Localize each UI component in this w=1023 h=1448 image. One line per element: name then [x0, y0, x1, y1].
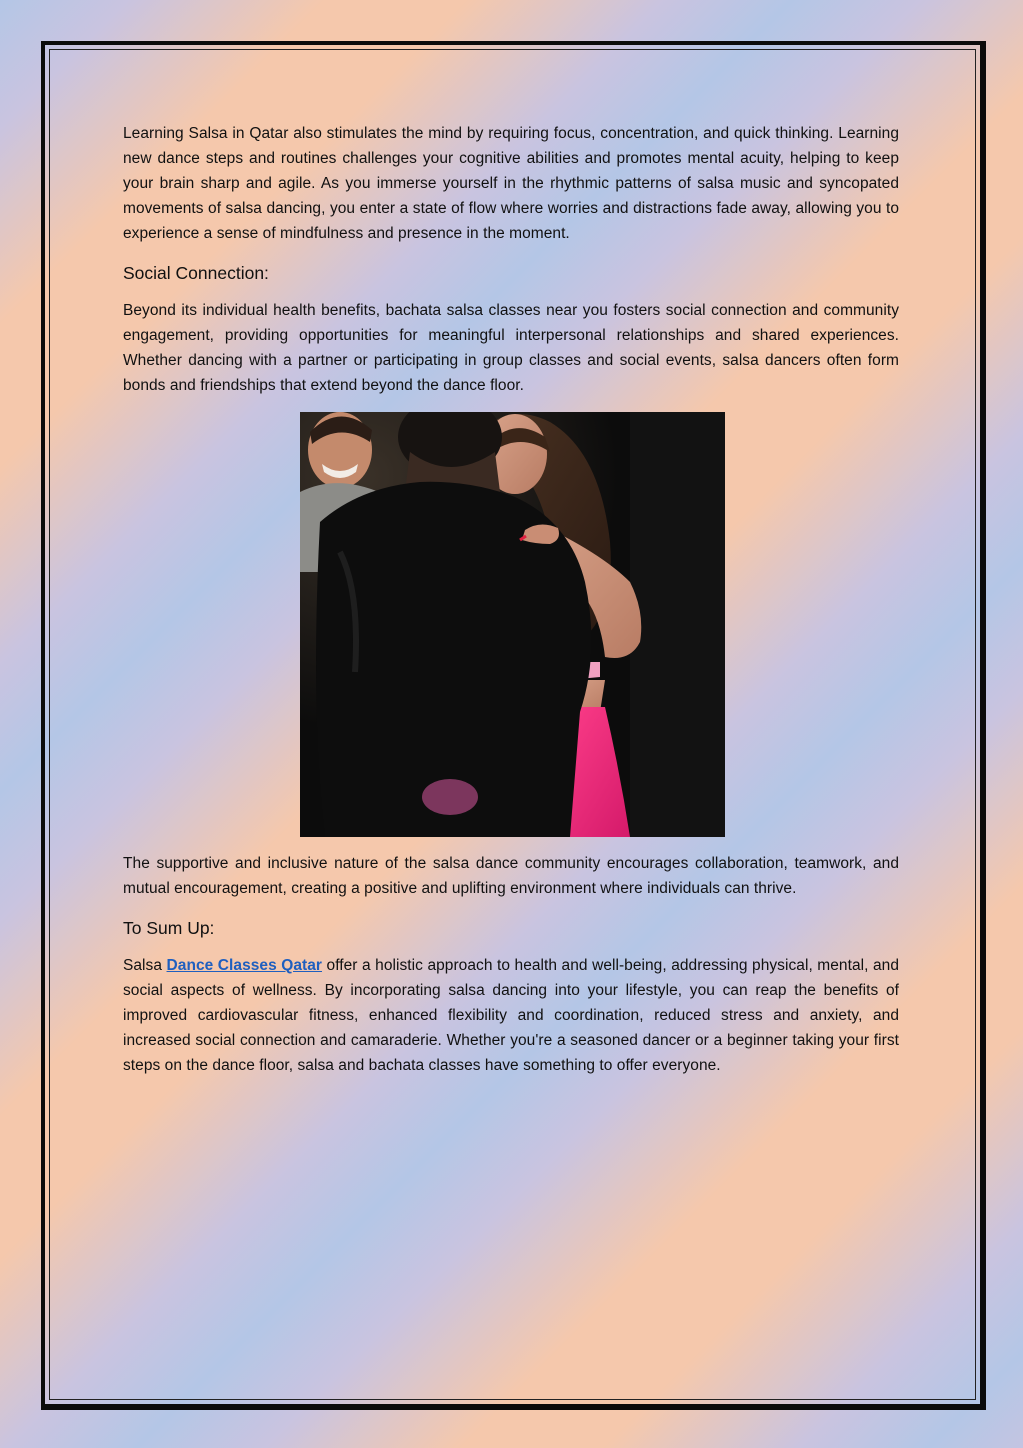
dance-classes-qatar-link[interactable]: Dance Classes Qatar: [166, 957, 323, 974]
paragraph-mind: Learning Salsa in Qatar also stimulates the mind by requiring focus, concentration, and quick thinking. Learning new dance steps and routines challenges your cognitive abilities and promotes mental acuity, helping to keep your brain sharp and agile. As you immerse yourself in the rhythmic patterns of salsa music and syncopated movements of salsa dancing, you enter a state of flow where worries and distractions fade away, allowing you to experience a sense of mindfulness and presence in the moment.: [123, 125, 899, 242]
paragraph-summary: [123, 953, 899, 1078]
summary-rest-text: offer a holistic approach to health and well-being, addressing physical, mental, and social aspects of wellness. By incorporating salsa dancing into your lifestyle, you can reap the benefits of improved cardiovascular fitness, enhanced flexibility and coordination, reduced stress and anxiety, and increased social connection and camaraderie. Whether you're a seasoned dancer or a beginner taking your first steps on the dance floor, salsa and bachata classes have something to offer everyone.: [123, 957, 899, 1074]
dancing-couple-photo: [300, 412, 725, 837]
heading-to-sum-up: To Sum Up:: [123, 918, 215, 938]
document-body: [123, 121, 899, 1078]
heading-social-connection: Social Connection:: [123, 263, 269, 283]
paragraph-community: The supportive and inclusive nature of the salsa dance community encourages collaboration, teamwork, and mutual encouragement, creating a positive and uplifting environment where individuals can thrive.: [123, 855, 899, 897]
summary-lead-text: Salsa: [123, 957, 167, 974]
paragraph-social: Beyond its individual health benefits, bachata salsa classes near you fosters social connection and community engagement, providing opportunities for meaningful interpersonal relationships and shared experiences. Whether dancing with a partner or participating in group classes and social events, salsa dancers often form bonds and friendships that extend beyond the dance floor.: [123, 302, 899, 394]
